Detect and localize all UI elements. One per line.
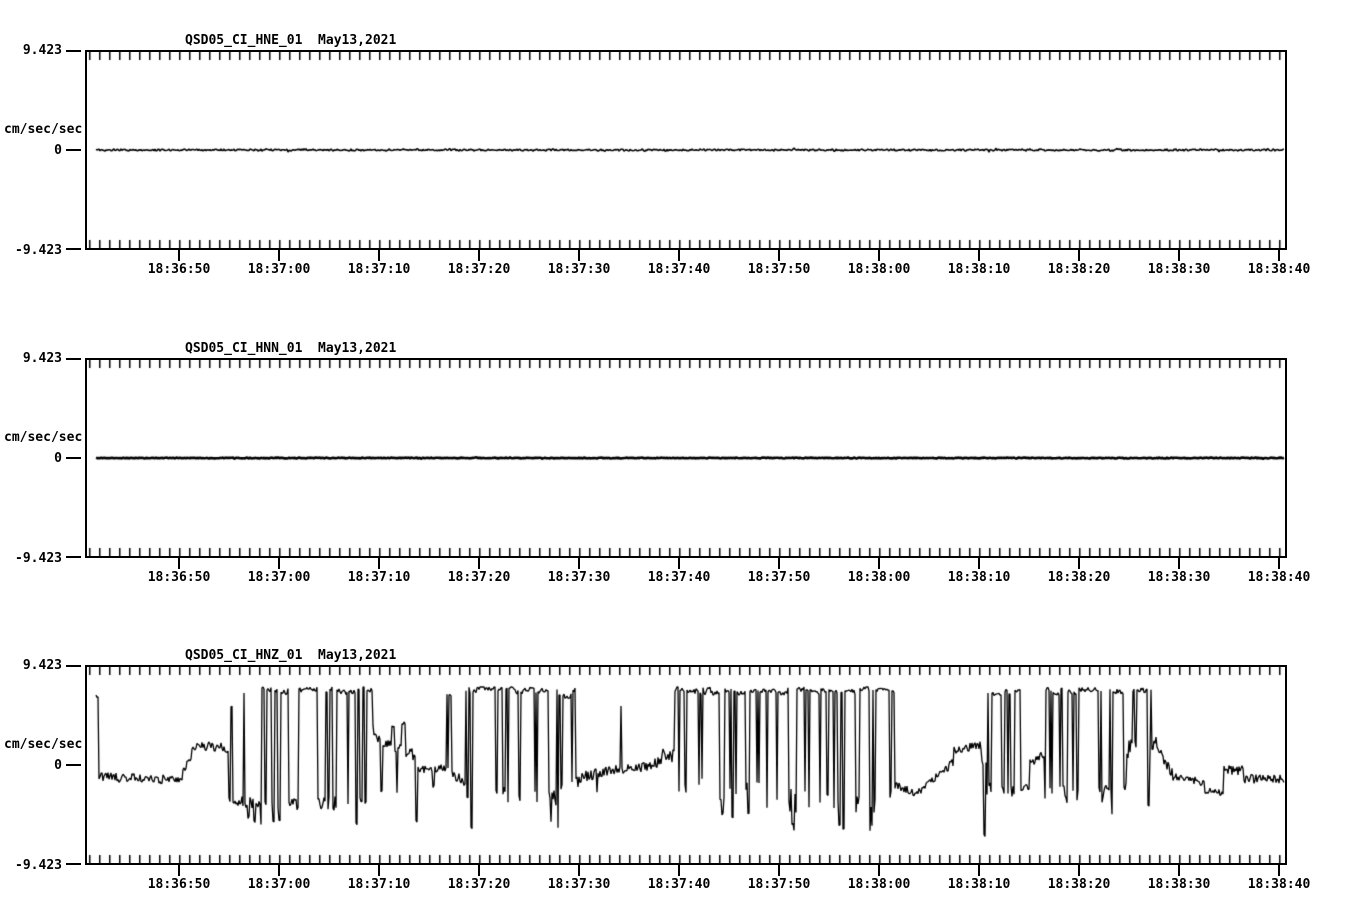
x-major-tick bbox=[478, 250, 480, 261]
x-tick-label: 18:38:30 bbox=[1147, 262, 1211, 277]
waveform-canvas bbox=[87, 52, 1285, 248]
plot-frame bbox=[85, 665, 1287, 865]
x-major-tick bbox=[1178, 865, 1180, 876]
x-tick-label: 18:37:30 bbox=[547, 262, 611, 277]
x-major-tick bbox=[1078, 250, 1080, 261]
x-major-tick bbox=[378, 250, 380, 261]
waveform-canvas bbox=[87, 360, 1285, 556]
x-tick-label: 18:38:40 bbox=[1247, 262, 1311, 277]
x-tick-label: 18:37:20 bbox=[447, 262, 511, 277]
y-tick-mark bbox=[66, 358, 81, 360]
plot-hne bbox=[0, 34, 1358, 334]
x-major-tick bbox=[278, 865, 280, 876]
x-major-tick bbox=[1278, 250, 1280, 261]
y-tick-label-max: 9.423 bbox=[22, 351, 62, 366]
x-major-tick bbox=[578, 250, 580, 261]
x-tick-label: 18:37:40 bbox=[647, 877, 711, 892]
x-major-tick bbox=[778, 250, 780, 261]
plot-title: QSD05_CI_HNE_01 May13,2021 bbox=[185, 33, 397, 48]
y-tick-mark bbox=[66, 556, 81, 558]
plot-title: QSD05_CI_HNN_01 May13,2021 bbox=[185, 341, 397, 356]
x-major-tick bbox=[878, 558, 880, 569]
y-tick-mark bbox=[66, 248, 81, 250]
plot-frame bbox=[85, 358, 1287, 558]
x-tick-label: 18:38:40 bbox=[1247, 570, 1311, 585]
x-tick-label: 18:38:10 bbox=[947, 877, 1011, 892]
x-tick-label: 18:37:00 bbox=[247, 262, 311, 277]
x-major-tick bbox=[778, 865, 780, 876]
x-tick-label: 18:37:10 bbox=[347, 877, 411, 892]
x-tick-label: 18:38:20 bbox=[1047, 262, 1111, 277]
x-major-tick bbox=[1078, 865, 1080, 876]
y-axis-unit-label: cm/sec/sec bbox=[4, 122, 83, 137]
x-tick-label: 18:37:00 bbox=[247, 877, 311, 892]
x-tick-label: 18:37:30 bbox=[547, 877, 611, 892]
x-major-tick bbox=[178, 558, 180, 569]
plot-hnn bbox=[0, 342, 1358, 642]
x-tick-label: 18:38:00 bbox=[847, 877, 911, 892]
plot-frame bbox=[85, 50, 1287, 250]
x-tick-label: 18:37:50 bbox=[747, 570, 811, 585]
x-tick-label: 18:38:20 bbox=[1047, 570, 1111, 585]
x-tick-label: 18:37:00 bbox=[247, 570, 311, 585]
x-tick-label: 18:38:40 bbox=[1247, 877, 1311, 892]
x-major-tick bbox=[278, 250, 280, 261]
x-tick-label: 18:38:00 bbox=[847, 570, 911, 585]
x-tick-label: 18:37:20 bbox=[447, 877, 511, 892]
x-major-tick bbox=[778, 558, 780, 569]
plot-hnz bbox=[0, 649, 1358, 924]
x-major-tick bbox=[578, 865, 580, 876]
x-major-tick bbox=[1278, 865, 1280, 876]
x-major-tick bbox=[878, 865, 880, 876]
x-tick-label: 18:37:40 bbox=[647, 570, 711, 585]
y-tick-mark bbox=[66, 665, 81, 667]
x-major-tick bbox=[678, 558, 680, 569]
x-major-tick bbox=[378, 558, 380, 569]
x-tick-label: 18:37:50 bbox=[747, 262, 811, 277]
x-tick-label: 18:38:30 bbox=[1147, 570, 1211, 585]
x-major-tick bbox=[378, 865, 380, 876]
x-major-tick bbox=[278, 558, 280, 569]
y-tick-mark bbox=[66, 863, 81, 865]
x-major-tick bbox=[978, 558, 980, 569]
y-tick-label-min: -9.423 bbox=[15, 858, 62, 873]
plot-title: QSD05_CI_HNZ_01 May13,2021 bbox=[185, 648, 397, 663]
x-major-tick bbox=[1178, 558, 1180, 569]
x-tick-label: 18:38:10 bbox=[947, 262, 1011, 277]
waveform-canvas bbox=[87, 667, 1285, 863]
x-major-tick bbox=[678, 250, 680, 261]
x-tick-label: 18:38:30 bbox=[1147, 877, 1211, 892]
x-major-tick bbox=[578, 558, 580, 569]
y-tick-label-zero: 0 bbox=[54, 143, 62, 158]
y-tick-label-zero: 0 bbox=[54, 451, 62, 466]
x-tick-label: 18:37:20 bbox=[447, 570, 511, 585]
x-major-tick bbox=[1178, 250, 1180, 261]
y-tick-label-zero: 0 bbox=[54, 758, 62, 773]
x-tick-label: 18:36:50 bbox=[147, 570, 211, 585]
x-tick-label: 18:36:50 bbox=[147, 262, 211, 277]
x-tick-label: 18:37:40 bbox=[647, 262, 711, 277]
y-axis-unit-label: cm/sec/sec bbox=[4, 430, 83, 445]
y-tick-label-min: -9.423 bbox=[15, 243, 62, 258]
x-major-tick bbox=[1278, 558, 1280, 569]
x-tick-label: 18:38:10 bbox=[947, 570, 1011, 585]
x-tick-label: 18:37:30 bbox=[547, 570, 611, 585]
y-tick-label-min: -9.423 bbox=[15, 551, 62, 566]
x-major-tick bbox=[1078, 558, 1080, 569]
x-tick-label: 18:37:10 bbox=[347, 262, 411, 277]
x-major-tick bbox=[678, 865, 680, 876]
x-tick-label: 18:37:10 bbox=[347, 570, 411, 585]
x-tick-label: 18:37:50 bbox=[747, 877, 811, 892]
y-tick-mark bbox=[66, 50, 81, 52]
y-axis-unit-label: cm/sec/sec bbox=[4, 737, 83, 752]
x-major-tick bbox=[478, 865, 480, 876]
x-tick-label: 18:38:20 bbox=[1047, 877, 1111, 892]
x-major-tick bbox=[478, 558, 480, 569]
x-tick-label: 18:38:00 bbox=[847, 262, 911, 277]
y-tick-label-max: 9.423 bbox=[22, 658, 62, 673]
x-major-tick bbox=[878, 250, 880, 261]
x-major-tick bbox=[178, 865, 180, 876]
x-major-tick bbox=[978, 865, 980, 876]
x-major-tick bbox=[978, 250, 980, 261]
y-tick-mark bbox=[66, 457, 81, 459]
y-tick-label-max: 9.423 bbox=[22, 43, 62, 58]
y-tick-mark bbox=[66, 764, 81, 766]
x-tick-label: 18:36:50 bbox=[147, 877, 211, 892]
x-major-tick bbox=[178, 250, 180, 261]
y-tick-mark bbox=[66, 149, 81, 151]
